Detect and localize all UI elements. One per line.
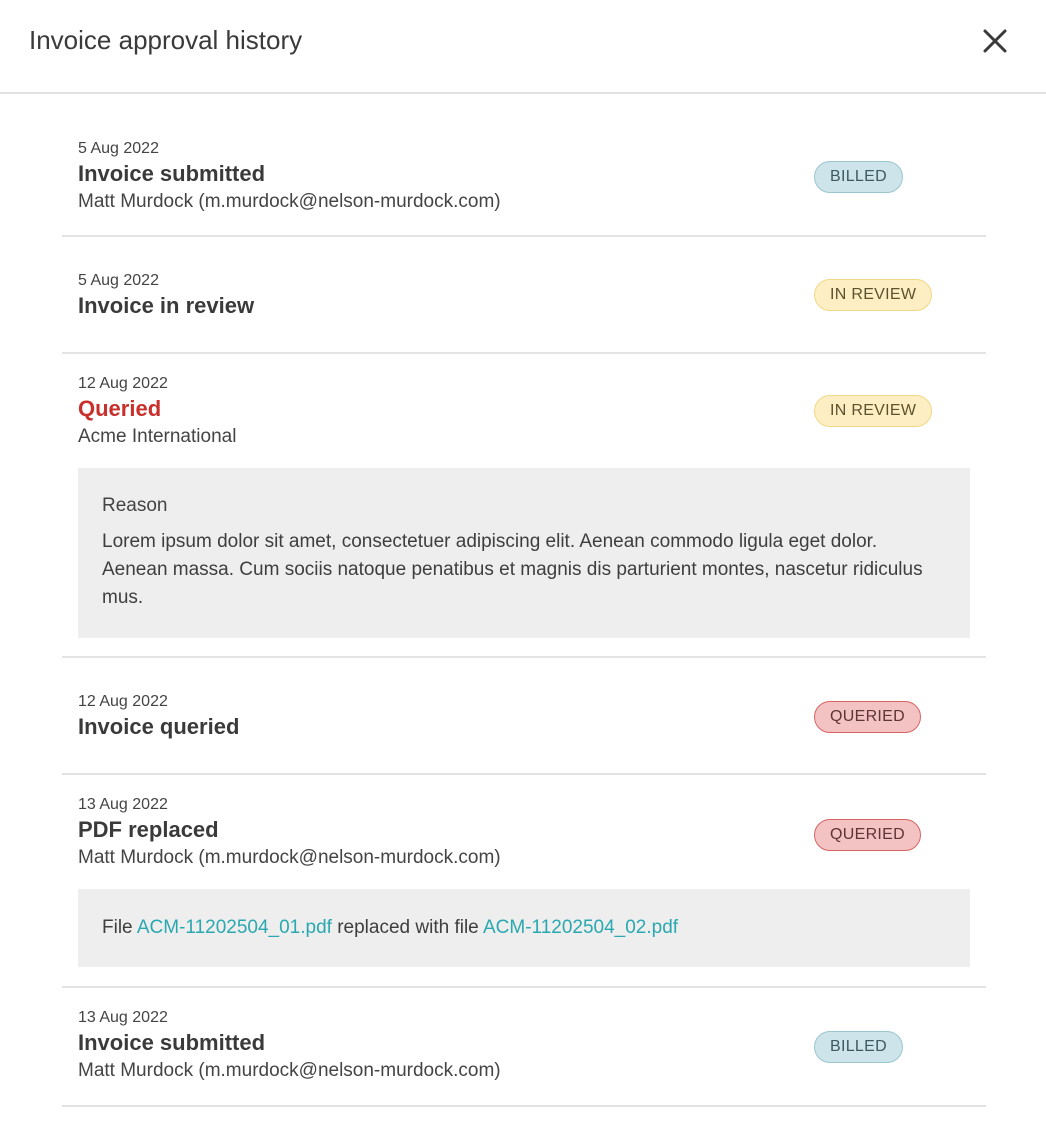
- entry-date: 12 Aug 2022: [78, 693, 168, 710]
- reason-label: Reason: [102, 495, 168, 516]
- history-entry: [62, 94, 986, 237]
- new-file-link[interactable]: ACM-11202504_02.pdf: [482, 917, 679, 938]
- entry-actor: Matt Murdock (m.murdock@nelson-murdock.com): [78, 847, 501, 868]
- history-entry: [62, 988, 986, 1107]
- entry-date: 5 Aug 2022: [78, 272, 159, 289]
- status-badge: IN REVIEW: [814, 279, 932, 311]
- history-entry: [62, 354, 986, 658]
- reason-text: Lorem ipsum dolor sit amet, consectetuer adipiscing elit. Aenean commodo ligula eget dolor. Aenean massa. Cum sociis natoque penatibus et magnis dis parturient montes, nascetur ridiculus mus.: [102, 531, 923, 608]
- entry-date: 5 Aug 2022: [78, 140, 159, 157]
- status-badge: QUERIED: [814, 701, 921, 733]
- entry-actor: Acme International: [78, 426, 237, 447]
- status-badge: BILLED: [814, 1031, 903, 1063]
- status-badge: QUERIED: [814, 819, 921, 851]
- close-button[interactable]: [980, 26, 1010, 56]
- entry-title: Invoice submitted: [78, 161, 266, 186]
- entry-date: 12 Aug 2022: [78, 375, 168, 392]
- history-timeline: [62, 94, 986, 1107]
- file-replacement-text: [102, 916, 946, 940]
- entry-title: Invoice submitted: [78, 1030, 266, 1055]
- entry-date: 13 Aug 2022: [78, 1009, 168, 1026]
- entry-title: PDF replaced: [78, 817, 219, 842]
- status-badge: BILLED: [814, 161, 903, 193]
- file-middle: replaced with file: [337, 917, 479, 938]
- file-replacement-box: [78, 889, 970, 967]
- status-badge: IN REVIEW: [814, 395, 932, 427]
- history-entry: [62, 237, 986, 354]
- reason-box: [78, 468, 970, 638]
- modal-title: Invoice approval history: [29, 25, 303, 55]
- history-entry: [62, 775, 986, 988]
- entry-actor: Matt Murdock (m.murdock@nelson-murdock.com): [78, 1060, 501, 1081]
- entry-title: Invoice queried: [78, 714, 240, 739]
- entry-actor: Matt Murdock (m.murdock@nelson-murdock.com): [78, 191, 501, 212]
- entry-title: Queried: [78, 396, 162, 421]
- history-entry: [62, 658, 986, 775]
- entry-title: Invoice in review: [78, 293, 255, 318]
- modal-header: [0, 0, 1046, 94]
- file-prefix: File: [102, 917, 133, 938]
- old-file-link[interactable]: ACM-11202504_01.pdf: [136, 917, 332, 938]
- entry-date: 13 Aug 2022: [78, 796, 168, 813]
- close-icon: [980, 26, 1010, 56]
